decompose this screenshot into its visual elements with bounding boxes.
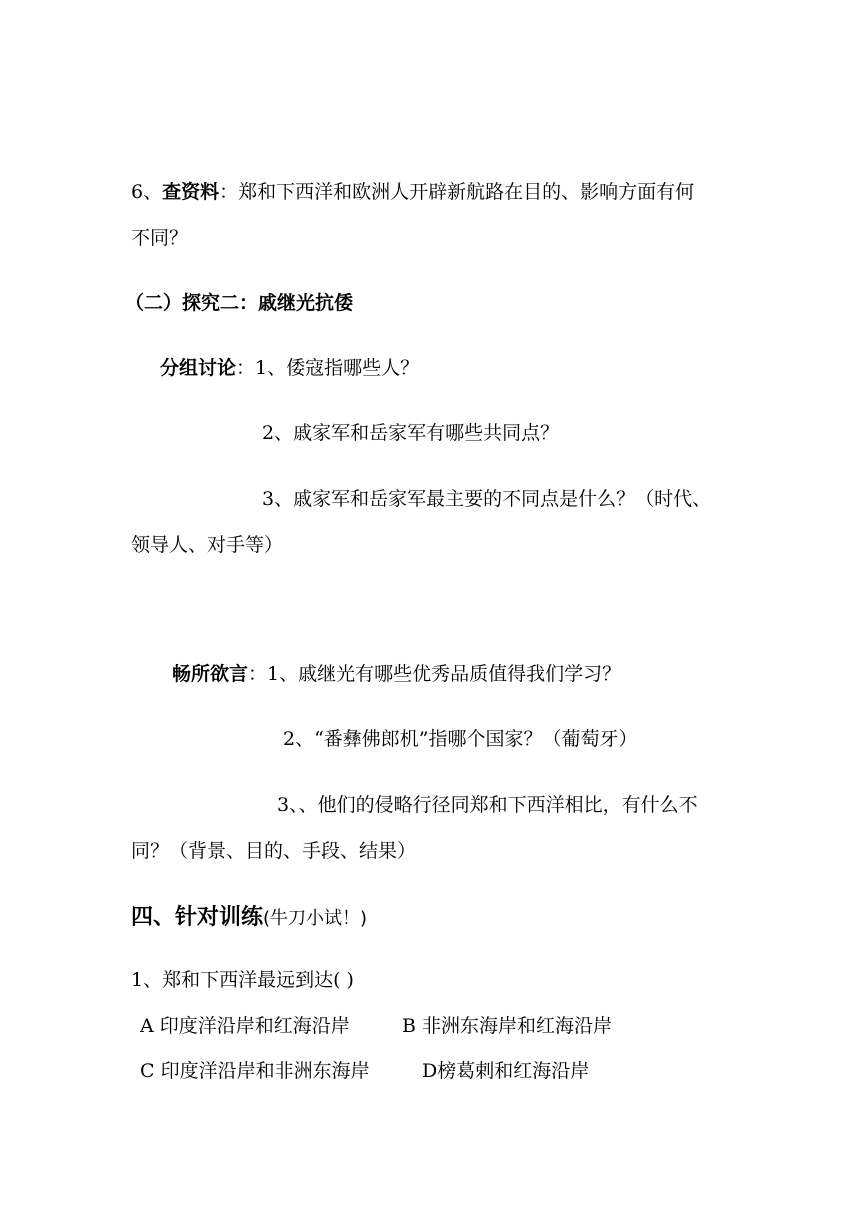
section-4-subtitle: (牛刀小试！) [263, 908, 368, 929]
quiz-option-a: A 印度洋沿岸和红海沿岸 [140, 1015, 350, 1037]
question-6-text: ：郑和下西洋和欧洲人开辟新航路在目的、影响方面有何 [219, 181, 695, 203]
discussion-q1-text: ：1、倭寇指哪些人？ [236, 357, 420, 379]
question-6-number: 6、 [131, 181, 163, 203]
quiz-option-row-1 [140, 1014, 612, 1038]
speak-label: 畅所欲言 [172, 663, 249, 685]
quiz-option-b: B 非洲东海岸和红海沿岸 [402, 1015, 613, 1037]
quiz-question-1: 1、郑和下西洋最远到达( ) [131, 969, 354, 991]
question-6 [131, 180, 694, 204]
discussion-question-3: 3、戚家军和岳家军最主要的不同点是什么？（时代、 [262, 488, 712, 510]
quiz-option-c: C 印度洋沿岸和非洲东海岸 [140, 1060, 370, 1082]
quiz-option-row-2 [140, 1059, 589, 1083]
discussion-question-3-continuation: 领导人、对手等） [131, 534, 284, 556]
speak-q1-text: ：1、戚继光有哪些优秀品质值得我们学习？ [248, 663, 622, 685]
discussion-question-2: 2、戚家军和岳家军有哪些共同点？ [262, 422, 560, 444]
discussion-label: 分组讨论 [160, 357, 237, 379]
speak-question-1 [172, 662, 621, 686]
section-4-title: 四、针对训练 [131, 905, 264, 930]
section-2-heading: （二）探究二：戚继光抗倭 [125, 292, 354, 314]
speak-question-3: 3、、他们的侵略行径同郑和下西洋相比，有什么不 [277, 794, 698, 816]
discussion-question-1 [160, 356, 419, 380]
speak-question-3-continuation: 同？（背景、目的、手段、结果） [131, 840, 417, 862]
question-6-label: 查资料 [162, 181, 220, 203]
section-4-heading [131, 903, 367, 934]
speak-question-2: 2、“番彝佛郎机”指哪个国家？（葡萄牙） [283, 728, 638, 750]
quiz-option-d: D榜葛剌和红海沿岸 [422, 1060, 590, 1082]
question-6-continuation: 不同？ [131, 227, 189, 249]
